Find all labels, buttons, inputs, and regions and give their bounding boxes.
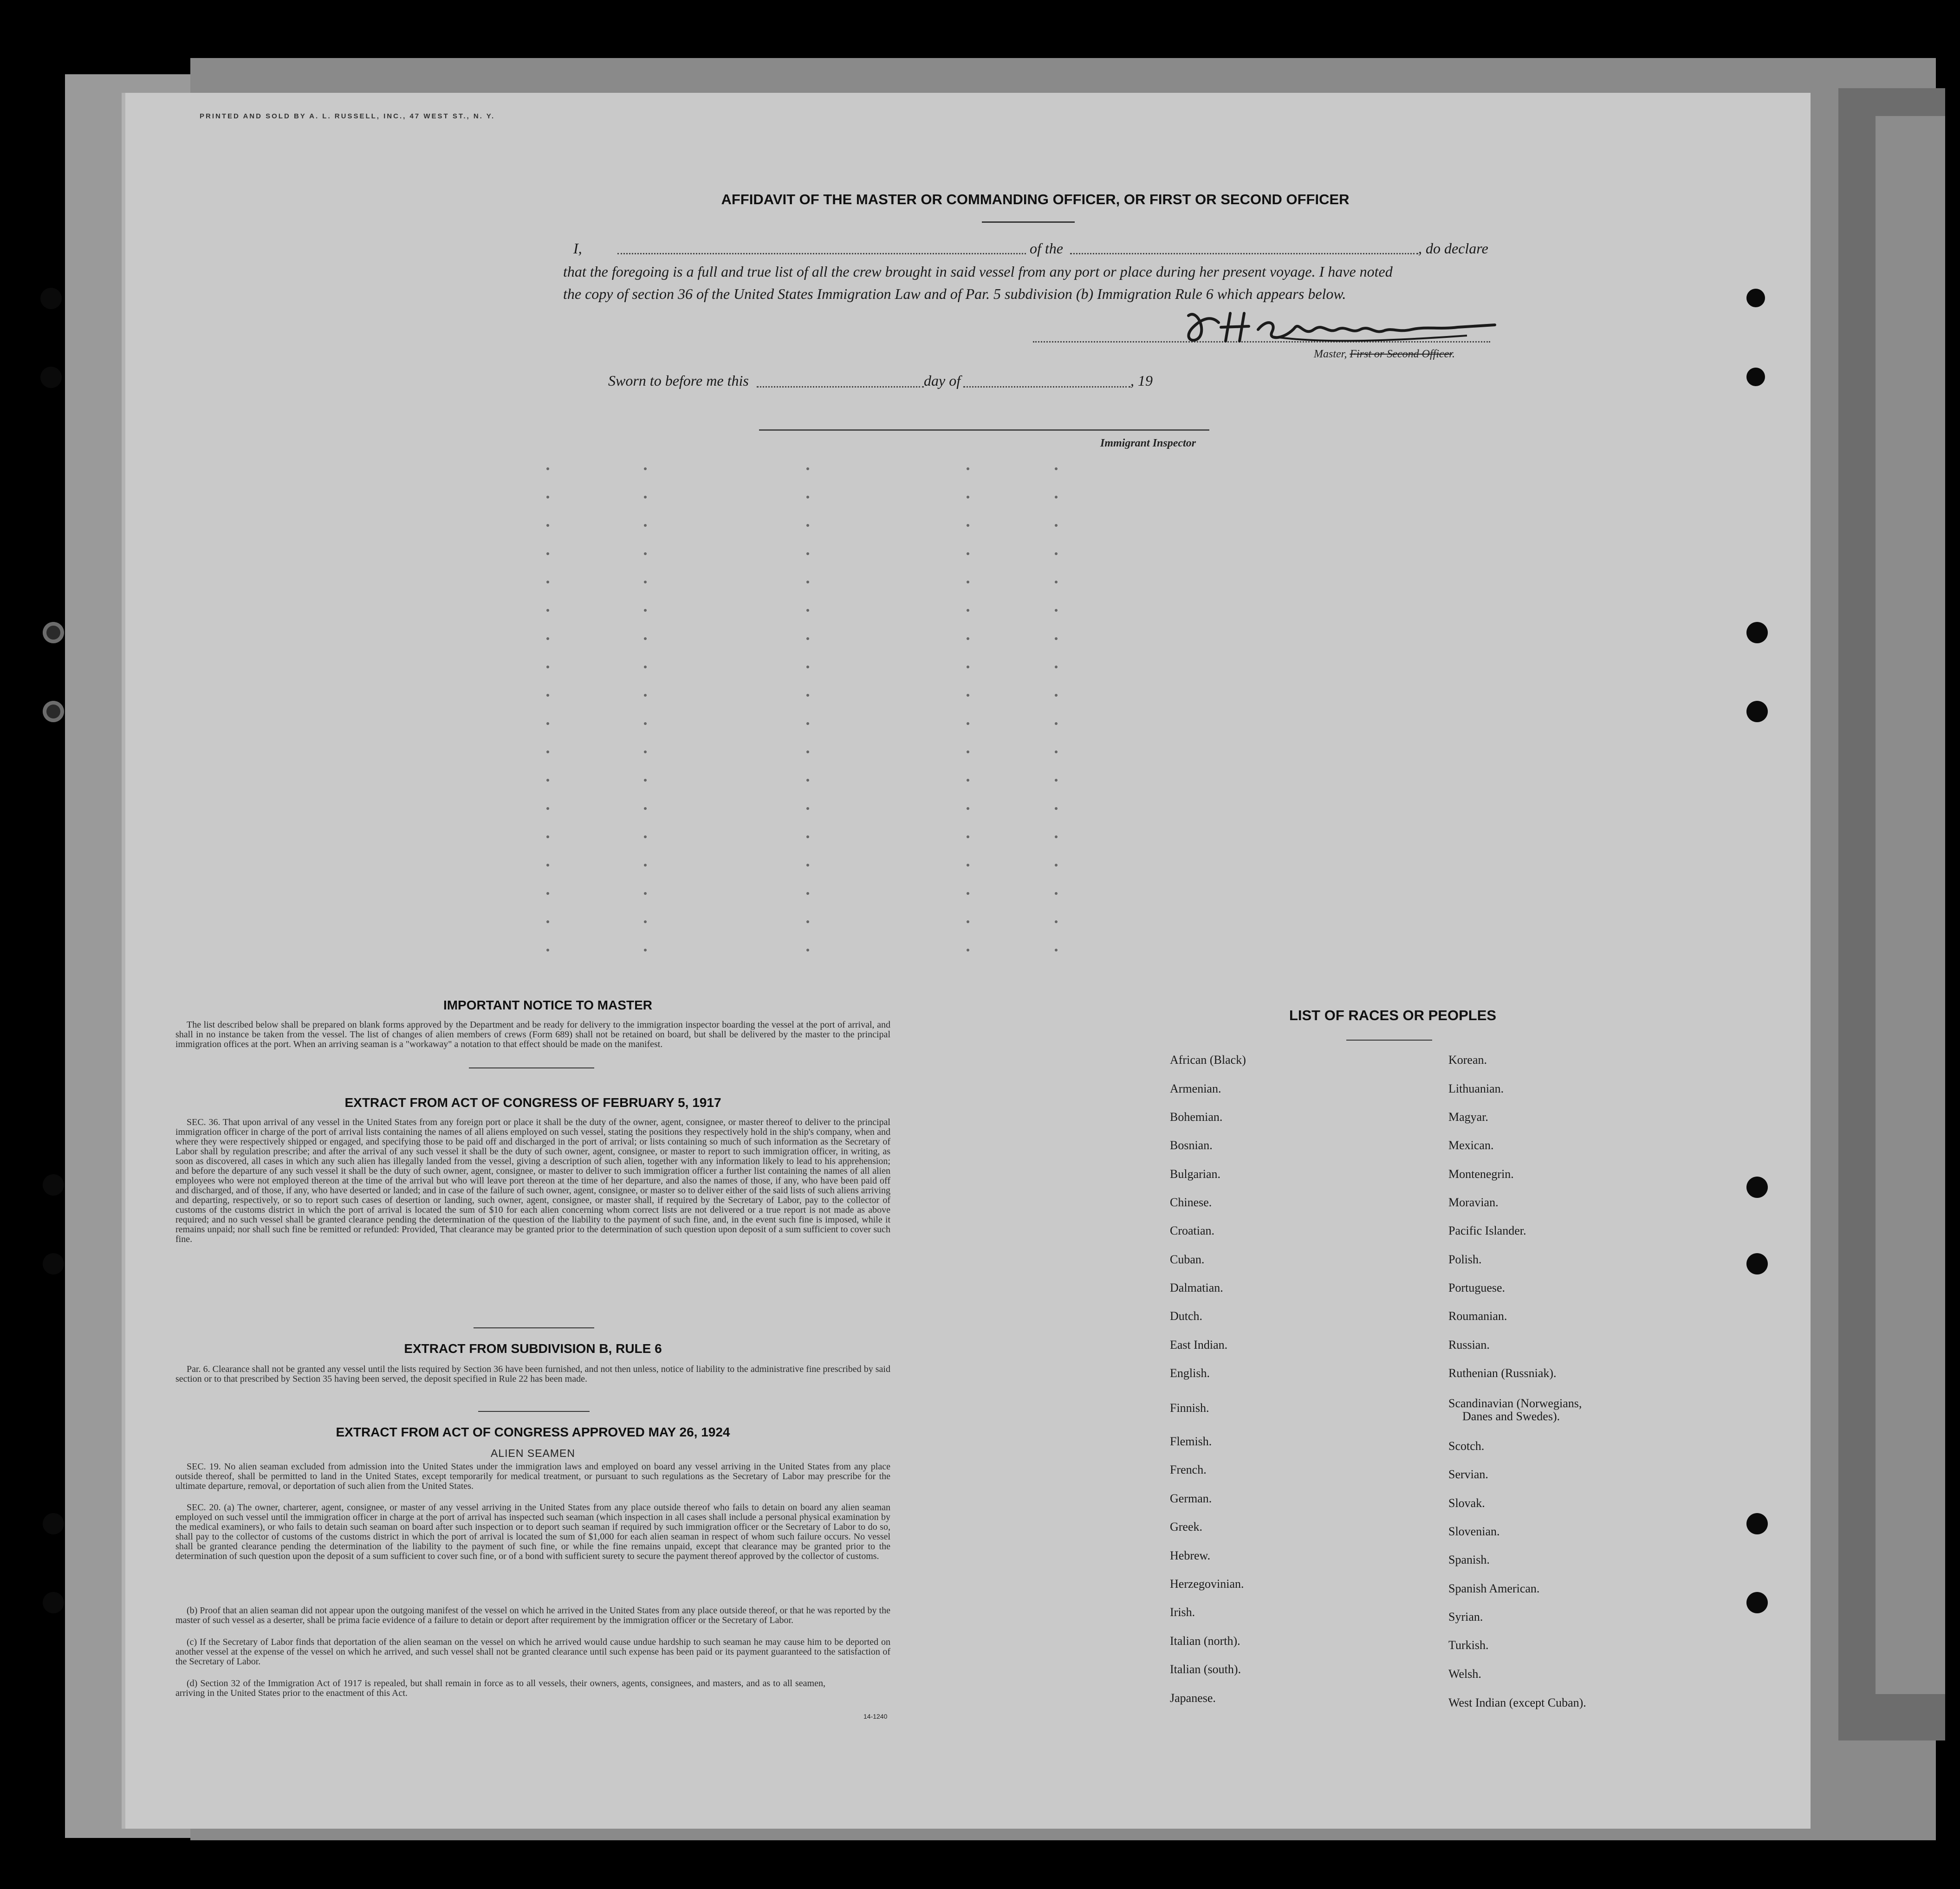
guide-dot bbox=[546, 864, 549, 867]
guide-dot bbox=[967, 722, 969, 725]
guide-dot bbox=[1055, 581, 1058, 583]
sec-20b: (b) Proof that an alien seaman did not appear upon the outgoing manifest of the vessel on which he arrived in the United States from any place outside thereof, or that he was reported by the master of such vessel as a deserter, shall be prima facie evidence of a failure to detain or deport after requirement by the immigration officer or the Secretary of Labor. bbox=[175, 1605, 890, 1625]
affidavit-do-declare: , do declare bbox=[1418, 240, 1488, 257]
guide-dot bbox=[546, 524, 549, 527]
race-item: Italian (north). bbox=[1170, 1634, 1240, 1648]
guide-dot bbox=[967, 609, 969, 612]
guide-dot bbox=[806, 581, 809, 583]
guide-dot bbox=[546, 722, 549, 725]
race-item: Herzegovinian. bbox=[1170, 1577, 1244, 1591]
punch-hole bbox=[40, 367, 62, 388]
race-item: Danes and Swedes). bbox=[1462, 1410, 1560, 1423]
guide-dot bbox=[546, 920, 549, 923]
punch-hole bbox=[43, 622, 64, 643]
day-of-label: day of bbox=[924, 372, 961, 389]
guide-dot bbox=[1055, 750, 1058, 753]
race-item: West Indian (except Cuban). bbox=[1448, 1696, 1586, 1709]
divider bbox=[478, 1411, 590, 1412]
races-title: LIST OF RACES OR PEOPLES bbox=[1289, 1007, 1497, 1023]
guide-dot bbox=[1055, 552, 1058, 555]
race-item: Roumanian. bbox=[1448, 1309, 1507, 1323]
punch-hole bbox=[1746, 289, 1765, 307]
race-item: East Indian. bbox=[1170, 1338, 1228, 1352]
punch-hole bbox=[1746, 1592, 1768, 1613]
guide-dot bbox=[644, 552, 647, 555]
race-item: Spanish. bbox=[1448, 1553, 1490, 1566]
guide-dot bbox=[806, 694, 809, 697]
race-item: Chinese. bbox=[1170, 1196, 1212, 1209]
punch-hole bbox=[1746, 701, 1768, 722]
extract-1917-body: SEC. 36. That upon arrival of any vessel in the United States from any foreign port or place it shall be the duty of the owner, agent, consignee, or master thereof to deliver to the principal immigration officer in charge of the port of arrival lists containing the names of all aliens employed on such vessel, stating the positions they respectively hold in the ship's company, when and where they were respectively shipped or engaged, and specifying those to be paid off and discharged in the port of arrival; or lists containing so much of such information as the Secretary of Labor shall by regulation prescribe; and after the arrival of any such vessel it shall be the duty of such owner, agent, consignee, or master to report to such immigration officer, in writing, as soon as discovered, all cases in which any such alien has illegally landed from the vessel, giving a description of such alien, together with any information likely to lead to his apprehension; and before the departure of any such vessel it shall be the duty of such owner, agent, consignee, or master to deliver to such immigration officer a further list containing the names of all alien employees who were not employed thereon at the time of the arrival but who will leave port thereon at the time of her departure, and also the names of those, if any, who have been paid off and discharged, and of those, if any, who have deserted or landed; and in case of the failure of such owner, agent, consignee, or master so to deliver either of the said lists of such aliens arriving and departing, respectively, or so to report such cases of desertion or landing, such owner, agent, consignee, or master shall, if required by the Secretary of Labor, pay to the collector of customs of the customs district in which the port of arrival is located the sum of $10 for each alien concerning whom correct lists are not delivered or a true report is not made as above required; and no such vessel shall be granted clearance pending the determination of the question of the liability to the payment of such fine, and, in the event such fine is imposed, while it remains unpaid; nor shall such fine be remitted or refunded: Provided, That clearance may be granted prior to the determination of such question upon deposit of a sum sufficient to cover such fine. bbox=[175, 1117, 890, 1244]
guide-dot bbox=[806, 467, 809, 470]
guide-dot bbox=[806, 920, 809, 923]
race-item: African (Black) bbox=[1170, 1053, 1246, 1067]
inspector-signature-line[interactable] bbox=[759, 429, 1209, 431]
signature bbox=[1179, 304, 1504, 350]
guide-dot bbox=[644, 581, 647, 583]
caption-master: Master, bbox=[1314, 348, 1347, 360]
guide-dot bbox=[644, 835, 647, 838]
printer-imprint: PRINTED AND SOLD BY A. L. RUSSELL, INC., 47 WEST ST., N. Y. bbox=[200, 112, 495, 120]
race-item: Irish. bbox=[1170, 1605, 1195, 1619]
race-item: Slovak. bbox=[1448, 1496, 1485, 1510]
guide-dot bbox=[967, 835, 969, 838]
subdivision-b-body: Par. 6. Clearance shall not be granted any vessel until the lists required by Section 36 have been furnished, and not then unless, notice of liability to the administrative fine prescribed by said section or to that prescribed by Section 35 having been served, the deposit specified in Rule 22 has been made. bbox=[175, 1364, 890, 1384]
notice-body: The list described below shall be prepared on blank forms approved by the Department and be ready for delivery to the immigration inspector boarding the vessel at the port of arrival, and shall in no instance be taken from the vessel. The list of changes of alien members of crews (Form 689) shall not be retained on board, but shall be delivered by the master to the principal immigration offices at the port. When an arriving seaman is a "workaway" a notation to that effect should be made on the manifest. bbox=[175, 1020, 890, 1049]
guide-dot bbox=[546, 694, 549, 697]
punch-hole bbox=[43, 1592, 64, 1613]
guide-dot bbox=[806, 722, 809, 725]
guide-dot bbox=[967, 666, 969, 668]
guide-dot bbox=[644, 892, 647, 895]
race-item: Ruthenian (Russniak). bbox=[1448, 1366, 1557, 1380]
punch-hole bbox=[1746, 1177, 1768, 1198]
race-item: Magyar. bbox=[1448, 1110, 1488, 1124]
column-dot-guides bbox=[534, 464, 1137, 975]
guide-dot bbox=[967, 581, 969, 583]
guide-dot bbox=[806, 892, 809, 895]
guide-dot bbox=[806, 807, 809, 810]
race-item: Bulgarian. bbox=[1170, 1167, 1221, 1181]
guide-dot bbox=[644, 807, 647, 810]
guide-dot bbox=[1055, 920, 1058, 923]
race-item: Pacific Islander. bbox=[1448, 1224, 1526, 1237]
affidavit-line-2: that the foregoing is a full and true list of all the crew brought in said vessel from any port or place during her present voyage. I have noted bbox=[563, 263, 1393, 280]
guide-dot bbox=[1055, 949, 1058, 951]
guide-dot bbox=[1055, 609, 1058, 612]
punch-hole bbox=[43, 1513, 64, 1534]
race-item: Italian (south). bbox=[1170, 1663, 1241, 1676]
race-item: French. bbox=[1170, 1463, 1207, 1476]
punch-hole bbox=[43, 701, 64, 722]
inspector-label: Immigrant Inspector bbox=[1100, 437, 1196, 449]
guide-dot bbox=[546, 892, 549, 895]
race-item: Montenegrin. bbox=[1448, 1167, 1514, 1181]
guide-dot bbox=[806, 552, 809, 555]
sworn-label: Sworn to before me this bbox=[608, 372, 749, 389]
guide-dot bbox=[546, 637, 549, 640]
race-item: Turkish. bbox=[1448, 1638, 1489, 1652]
caption-struck: First or Second Officer bbox=[1350, 348, 1452, 360]
punch-hole bbox=[43, 1174, 64, 1196]
guide-dot bbox=[644, 864, 647, 867]
notice-title: IMPORTANT NOTICE TO MASTER bbox=[443, 998, 653, 1012]
signature-caption bbox=[1314, 348, 1455, 361]
guide-dot bbox=[546, 496, 549, 498]
guide-dot bbox=[546, 807, 549, 810]
guide-dot bbox=[806, 666, 809, 668]
guide-dot bbox=[644, 750, 647, 753]
guide-dot bbox=[644, 779, 647, 782]
affidavit-title: AFFIDAVIT OF THE MASTER OR COMMANDING OFFICER, OR FIRST OR SECOND OFFICER bbox=[721, 191, 1350, 207]
guide-dot bbox=[1055, 807, 1058, 810]
punch-hole bbox=[1746, 1513, 1768, 1534]
guide-dot bbox=[546, 949, 549, 951]
race-item: German. bbox=[1170, 1492, 1212, 1505]
affidavit-of-the-label: of the bbox=[1030, 240, 1063, 257]
races-title-underline bbox=[1346, 1040, 1432, 1041]
guide-dot bbox=[644, 694, 647, 697]
guide-dot bbox=[806, 750, 809, 753]
race-item: Cuban. bbox=[1170, 1253, 1205, 1266]
race-item: Russian. bbox=[1448, 1338, 1490, 1352]
race-item: Syrian. bbox=[1448, 1610, 1483, 1624]
title-underline bbox=[982, 221, 1075, 223]
guide-dot bbox=[806, 864, 809, 867]
guide-dot bbox=[546, 467, 549, 470]
guide-dot bbox=[967, 750, 969, 753]
guide-dot bbox=[967, 864, 969, 867]
guide-dot bbox=[967, 779, 969, 782]
guide-dot bbox=[806, 496, 809, 498]
guide-dot bbox=[644, 467, 647, 470]
race-item: Bohemian. bbox=[1170, 1110, 1223, 1124]
guide-dot bbox=[1055, 467, 1058, 470]
race-item: Flemish. bbox=[1170, 1435, 1212, 1448]
guide-dot bbox=[967, 694, 969, 697]
race-item: Portuguese. bbox=[1448, 1281, 1506, 1294]
race-item: Scandinavian (Norwegians, bbox=[1448, 1397, 1582, 1410]
sec-19: SEC. 19. No alien seaman excluded from admission into the United States under the immigration laws and employed on board any vessel arriving in the United States from any place outside thereof, shall be permitted to land in the United States, except temporarily for medical treatment, or pursuant to such regulations as the Secretary of Labor may prescribe for the ultimate departure, removal, or deportation of such alien from the United States. bbox=[175, 1462, 890, 1491]
guide-dot bbox=[644, 609, 647, 612]
divider bbox=[474, 1327, 594, 1328]
guide-dot bbox=[806, 524, 809, 527]
guide-dot bbox=[967, 552, 969, 555]
guide-dot bbox=[1055, 892, 1058, 895]
punch-hole bbox=[40, 288, 62, 309]
sworn-day-field[interactable] bbox=[757, 386, 924, 388]
race-item: Dutch. bbox=[1170, 1309, 1203, 1323]
guide-dot bbox=[1055, 496, 1058, 498]
guide-dot bbox=[644, 722, 647, 725]
guide-dot bbox=[967, 524, 969, 527]
guide-dot bbox=[806, 609, 809, 612]
guide-dot bbox=[967, 496, 969, 498]
guide-dot bbox=[806, 637, 809, 640]
affidavit-line-3: the copy of section 36 of the United States Immigration Law and of Par. 5 subdivision (b) Immigration Rule 6 which appears below. bbox=[563, 285, 1346, 302]
race-item: Armenian. bbox=[1170, 1082, 1221, 1095]
guide-dot bbox=[546, 779, 549, 782]
guide-dot bbox=[1055, 722, 1058, 725]
sworn-month-field[interactable] bbox=[963, 386, 1130, 388]
subdivision-b-title: EXTRACT FROM SUBDIVISION B, RULE 6 bbox=[404, 1341, 662, 1356]
race-item: Korean. bbox=[1448, 1053, 1487, 1067]
race-item: Polish. bbox=[1448, 1253, 1482, 1266]
punch-hole bbox=[1746, 622, 1768, 643]
guide-dot bbox=[967, 920, 969, 923]
race-item: English. bbox=[1170, 1366, 1210, 1380]
race-item: Slovenian. bbox=[1448, 1525, 1500, 1538]
race-item: Spanish American. bbox=[1448, 1582, 1540, 1595]
extract-1924-title: EXTRACT FROM ACT OF CONGRESS APPROVED MAY 26, 1924 bbox=[336, 1425, 730, 1439]
guide-dot bbox=[1055, 524, 1058, 527]
vessel-field[interactable] bbox=[1070, 253, 1418, 254]
guide-dot bbox=[644, 496, 647, 498]
race-item: Finnish. bbox=[1170, 1401, 1209, 1415]
race-item: Dalmatian. bbox=[1170, 1281, 1223, 1294]
guide-dot bbox=[1055, 694, 1058, 697]
alien-seamen-subtitle: ALIEN SEAMEN bbox=[491, 1447, 575, 1459]
guide-dot bbox=[967, 467, 969, 470]
race-item: Japanese. bbox=[1170, 1691, 1216, 1705]
guide-dot bbox=[1055, 637, 1058, 640]
guide-dot bbox=[967, 637, 969, 640]
guide-dot bbox=[806, 835, 809, 838]
guide-dot bbox=[806, 949, 809, 951]
guide-dot bbox=[644, 920, 647, 923]
race-item: Mexican. bbox=[1448, 1139, 1494, 1152]
guide-dot bbox=[1055, 666, 1058, 668]
guide-dot bbox=[967, 949, 969, 951]
race-item: Servian. bbox=[1448, 1468, 1488, 1481]
race-item: Lithuanian. bbox=[1448, 1082, 1504, 1095]
guide-dot bbox=[806, 779, 809, 782]
guide-dot bbox=[1055, 779, 1058, 782]
guide-dot bbox=[644, 524, 647, 527]
guide-dot bbox=[546, 666, 549, 668]
race-item: Welsh. bbox=[1448, 1667, 1481, 1681]
name-field[interactable] bbox=[617, 253, 1026, 254]
race-item: Moravian. bbox=[1448, 1196, 1499, 1209]
race-item: Greek. bbox=[1170, 1520, 1203, 1533]
race-item: Hebrew. bbox=[1170, 1549, 1211, 1562]
divider bbox=[469, 1067, 594, 1068]
punch-hole bbox=[1746, 368, 1765, 386]
guide-dot bbox=[546, 609, 549, 612]
guide-dot bbox=[1055, 864, 1058, 867]
sec-20a: SEC. 20. (a) The owner, charterer, agent, consignee, or master of any vessel arriving in the United States from any place outside thereof who fails to detain on board any alien seaman employed on such vessel until the immigration officer in charge at the port of arrival has inspected such seaman (which inspection in all cases shall include a personal physical examination by the medical examiners), or who fails to detain such seaman on board after such inspection or to deport such seaman if required by such immigration officer or the Secretary of Labor to do so, shall pay to the collector of customs of the customs district in which the port of arrival is located the sum of $1,000 for each alien seaman in respect of whom such failure occurs. No vessel shall be granted clearance pending the determination of the liability to the payment of such fine, or while the fine remains unpaid, except that clearance may be granted prior to the determination of such question upon the deposit of a sum sufficient to cover such fine, or of a bond with sufficient surety to secure the payment thereof approved by the collector of customs. bbox=[175, 1502, 890, 1561]
guide-dot bbox=[967, 892, 969, 895]
underlying-page-edge bbox=[1876, 116, 1945, 1694]
punch-hole bbox=[1746, 1253, 1768, 1274]
guide-dot bbox=[546, 835, 549, 838]
extract-1917-title: EXTRACT FROM ACT OF CONGRESS OF FEBRUARY 5, 1917 bbox=[344, 1095, 721, 1110]
sec-20c: (c) If the Secretary of Labor finds that deportation of the alien seaman on the vessel on which he arrived would cause undue hardship to such seaman he may cause him to be deported on another vessel at the expense of the vessel on which he arrived, and such vessel shall not be granted clearance until such expense has been paid or its payment guaranteed to the satisfaction of the Secretary of Labor. bbox=[175, 1637, 890, 1667]
caption-end: . bbox=[1452, 348, 1455, 360]
guide-dot bbox=[644, 637, 647, 640]
form-number: 14-1240 bbox=[863, 1713, 888, 1720]
guide-dot bbox=[546, 581, 549, 583]
race-item: Croatian. bbox=[1170, 1224, 1215, 1237]
guide-dot bbox=[644, 949, 647, 951]
race-item: Scotch. bbox=[1448, 1439, 1485, 1453]
guide-dot bbox=[546, 552, 549, 555]
guide-dot bbox=[644, 666, 647, 668]
guide-dot bbox=[967, 807, 969, 810]
guide-dot bbox=[546, 750, 549, 753]
guide-dot bbox=[1055, 835, 1058, 838]
affidavit-i-label: I, bbox=[573, 240, 582, 257]
punch-hole bbox=[43, 1253, 64, 1274]
sec-20d: (d) Section 32 of the Immigration Act of 1917 is repealed, but shall remain in force as to all vessels, their owners, agents, consignees, and masters, and as to all seamen, arriving in the United States prior to the enactment of this Act. bbox=[175, 1678, 825, 1698]
race-item: Bosnian. bbox=[1170, 1139, 1213, 1152]
year-label: , 19 bbox=[1130, 372, 1153, 389]
